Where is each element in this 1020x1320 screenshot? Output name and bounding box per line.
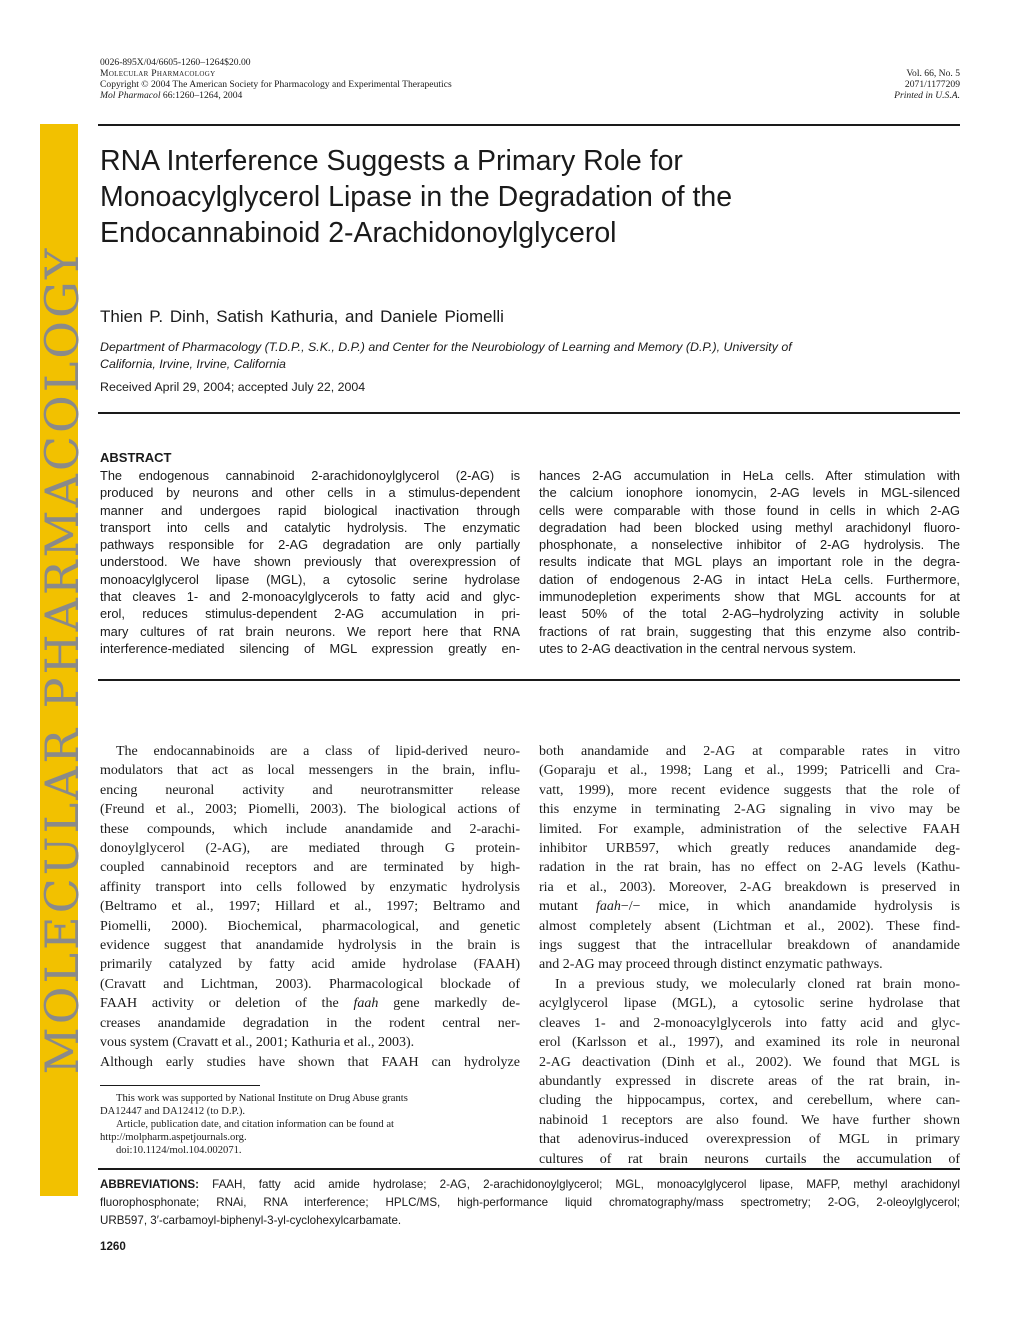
body-line: this enzyme in terminating 2-AG signaling in vivo may be [539,802,960,818]
body-line: cluding the hippocampus, cortex, and cerebellum, where can- [539,1093,960,1109]
abstract-line: least 50% of the total 2-AG–hydrolyzing activity in soluble [539,606,960,622]
abstract-line: the calcium ionophore ionomycin, 2-AG levels in MGL-silenced [539,485,960,501]
gene-name: faah [595,899,621,915]
body-line: erol (Karlsson et al., 1997), and examined its role in neuronal [539,1035,960,1051]
affiliation-line: California, Irvine, Irvine, California [100,357,286,371]
abstract-line: utes to 2-AG deactivation in the central nervous system. [539,640,857,656]
header-rule [98,124,960,126]
body-line: Although early studies have shown that FAAH can hydrolyze [100,1054,520,1070]
body-line: primarily catalyzed by fatty acid amide hydrolase (FAAH) [100,957,520,973]
body-line: almost completely absent (Lichtman et al., 2002). These find- [539,918,960,934]
footnote-line: This work was supported by National Institute on Drug Abuse grants [116,1093,408,1104]
abbreviations-text: FAAH, fatty acid amide hydrolase; 2-AG, 2-arachidonoylglycerol; MGL, monoacylglycerol lipase, MAFP, methyl arachidonyl [198,1178,960,1191]
footnote-line: Article, publication date, and citation information can be found at [116,1119,394,1130]
body-line: Piomelli, 2000). Biochemical, pharmacological, and genetic [100,918,520,934]
abstract-line: hances 2-AG accumulation in HeLa cells. After stimulation with [539,468,960,483]
body-line: and 2-AG may proceed through distinct enzymatic pathways. [539,957,883,973]
abbreviations-line: URB597, 3′-carbamoyl-biphenyl-3-yl-cyclohexylcarbamate. [100,1214,402,1227]
journal-name [100,69,215,79]
abstract-line: understood. We have shown previously that overexpression of [100,554,520,570]
page-number: 1260 [100,1240,126,1253]
body-line: ings suggest that the intracellular breakdown of anandamide [539,938,960,954]
body-line: affinity transport into cells followed by enzymatic hydrolysis [100,879,520,895]
body-line: nabinoid 1 receptors are also found. We have further shown [539,1112,960,1128]
abbreviations-line [100,1176,960,1194]
footnote-line: doi:10.1124/mol.104.002071. [116,1145,242,1156]
printed-in-text: Printed in U.S.A. [894,90,960,101]
abstract-line: transport into cells and catalytic hydrolysis. The enzymatic [100,519,520,535]
article-id: 2071/1177209 [904,79,960,90]
body-line: vatt, 1999), more recent evidence suggests that the role of [539,782,960,798]
body-line: inhibitor URB597, which greatly reduces anandamide deg- [539,841,960,857]
abbreviations [100,1176,960,1230]
abstract-line: interference-mediated silencing of MGL expression greatly en- [100,640,520,656]
journal-name-text: Molecular Pharmacology [100,68,216,79]
citation [100,91,242,101]
copyright: Copyright © 2004 The American Society for Pharmacology and Experimental Therapeutics [100,79,452,90]
body-right-column [539,742,960,1169]
abstract-left-column [100,467,520,657]
body-line: 2-AG deactivation (Dinh et al., 2002). We found that MGL is [539,1054,960,1070]
footnote-line: DA12447 and DA12412 (to D.P.). [100,1106,246,1117]
gene-name: faah [353,996,379,1012]
body-line: radation in the rat brain, has no effect on 2-AG levels (Kathu- [539,860,960,876]
body-line: (Freund et al., 2003; Piomelli, 2003). The biological actions of [100,802,520,818]
body-line: modulators that act as local messengers in the brain, influ- [100,763,520,779]
abstract-line: phosphonate, a nonselective inhibitor of 2-AG hydrolysis. The [539,537,960,553]
footnote [100,1092,520,1157]
abstract-line: cells were comparable with those found in cells in which 2-AG [539,502,960,518]
abstract-bottom-rule [98,679,960,681]
body-line: In a previous study, we molecularly cloned rat brain mono- [555,976,960,992]
footnote-rule [100,1085,260,1086]
abbreviations-line: fluorophosphonate; RNAi, RNA interference; HPLC/MS, high-performance liquid chromatography/mass spectrometry; 2-OG, 2-oleoylglycerol; [100,1196,960,1209]
body-line: evidence suggest that anandamide hydrolysis in the brain is [100,938,520,954]
affiliation-line: Department of Pharmacology (T.D.P., S.K., D.P.) and Center for the Neurobiology of Learning and Memory (D.P.), University of [100,340,792,354]
abstract-line: erol, reduces stimulus-dependent 2-AG accumulation in pri- [100,606,520,622]
abstract-line: that cleaves 1- and 2-monoacylglycerols to fatty acid and glyc- [100,589,520,605]
title-line: RNA Interference Suggests a Primary Role for [100,145,683,177]
abstract-line: immunodepletion experiments show that MGL accounts for at [539,589,960,605]
citation-rest: 66:1260–1264, 2004 [162,90,243,101]
body-line: encing neuronal activity and neurotransmitter release [100,782,520,798]
abstract-line: degradation had been blocked using methyl arachidonyl fluoro- [539,519,960,535]
body-line: both anandamide and 2-AG at comparable rates in vitro [539,744,960,759]
affiliation [100,339,960,373]
abstract-heading: ABSTRACT [100,450,172,465]
side-banner [30,124,90,1196]
body-line: (Goparaju et al., 1998; Lang et al., 1999; Patricelli and Cra- [539,763,960,779]
body-line: donoylglycerol (2-AG), are mediated through G protein- [100,841,520,857]
title-line: Monoacylglycerol Lipase in the Degradation of the [100,181,733,213]
footnote-line: http://molpharm.aspetjournals.org. [100,1132,247,1143]
body-line: that adenovirus-induced overexpression of MGL in primary [539,1132,960,1148]
abstract-line: The endogenous cannabinoid 2-arachidonoylglycerol (2-AG) is [100,468,520,483]
body-line: (Cravatt and Lichtman, 2003). Pharmacological blockade of [100,976,520,992]
body-line: The endocannabinoids are a class of lipid-derived neuro- [116,744,520,759]
authors: Thien P. Dinh, Satish Kathuria, and Daniele Piomelli [100,307,504,326]
abbreviations-label: ABBREVIATIONS: [100,1178,199,1191]
body-line: these compounds, which include anandamide and 2-arachi- [100,821,520,837]
abstract-line: results indicate that MGL plays an important role in the degra- [539,554,960,570]
article-title [100,143,960,251]
body-left-column [100,742,520,1072]
body-line: cultures of rat brain neurons curtails the accumulation of [539,1151,960,1167]
body-line: cleaves 1- and 2-monoacylglycerols into fatty acid and glyc- [539,1015,960,1031]
abstract-line: fractions of rat brain, suggesting that this enzyme also contrib- [539,623,960,639]
title-line: Endocannabinoid 2-Arachidonoylglycerol [100,217,617,249]
abstract-line: dation of endogenous 2-AG in intact HeLa cells. Furthermore, [539,571,960,587]
abstract-top-rule [98,412,960,414]
abstract-line: monoacylglycerol lipase (MGL), a cytosolic serine hydrolase [100,571,520,587]
body-line: creases anandamide degradation in the rodent central ner- [100,1015,520,1031]
received-dates: Received April 29, 2004; accepted July 22, 2004 [100,380,366,394]
issn-code: 0026-895X/04/6605-1260–1264$20.00 [100,57,251,68]
abstract-line: pathways responsible for 2-AG degradation are only partially [100,537,520,553]
citation-journal: Mol Pharmacol [100,90,161,101]
body-line: acylglycerol lipase (MGL), a cytosolic serine hydrolase that [539,996,960,1012]
abstract-right-column [539,467,960,657]
volume-info: Vol. 66, No. 5 [906,68,960,79]
abstract-line: mary cultures of rat brain neurons. We report here that RNA [100,623,520,639]
abstract-line: produced by neurons and other cells in a stimulus-dependent [100,485,520,501]
body-line: coupled cannabinoid receptors and are terminated by high- [100,860,520,876]
abbreviations-rule [98,1168,960,1170]
body-line: (Beltramo et al., 1997; Hillard et al., 1997; Beltramo and [100,899,520,915]
printed-in [894,91,960,101]
body-line: limited. For example, administration of the selective FAAH [539,821,960,837]
abstract-line: manner and undergoes rapid biological inactivation through [100,502,520,518]
body-line: mutant faah−/− mice, in which anandamide hydrolysis is [539,899,960,915]
body-line: ria et al., 2003). Moreover, 2-AG breakdown is preserved in [539,879,960,895]
body-line: vous system (Cravatt et al., 2001; Kathuria et al., 2003). [100,1035,415,1051]
body-line: abundantly expressed in discrete areas of the rat brain, in- [539,1073,960,1089]
side-banner-text: MOLECULAR PHARMACOLOGY [35,245,89,1075]
body-line: FAAH activity or deletion of the faah gene markedly de- [100,996,520,1012]
